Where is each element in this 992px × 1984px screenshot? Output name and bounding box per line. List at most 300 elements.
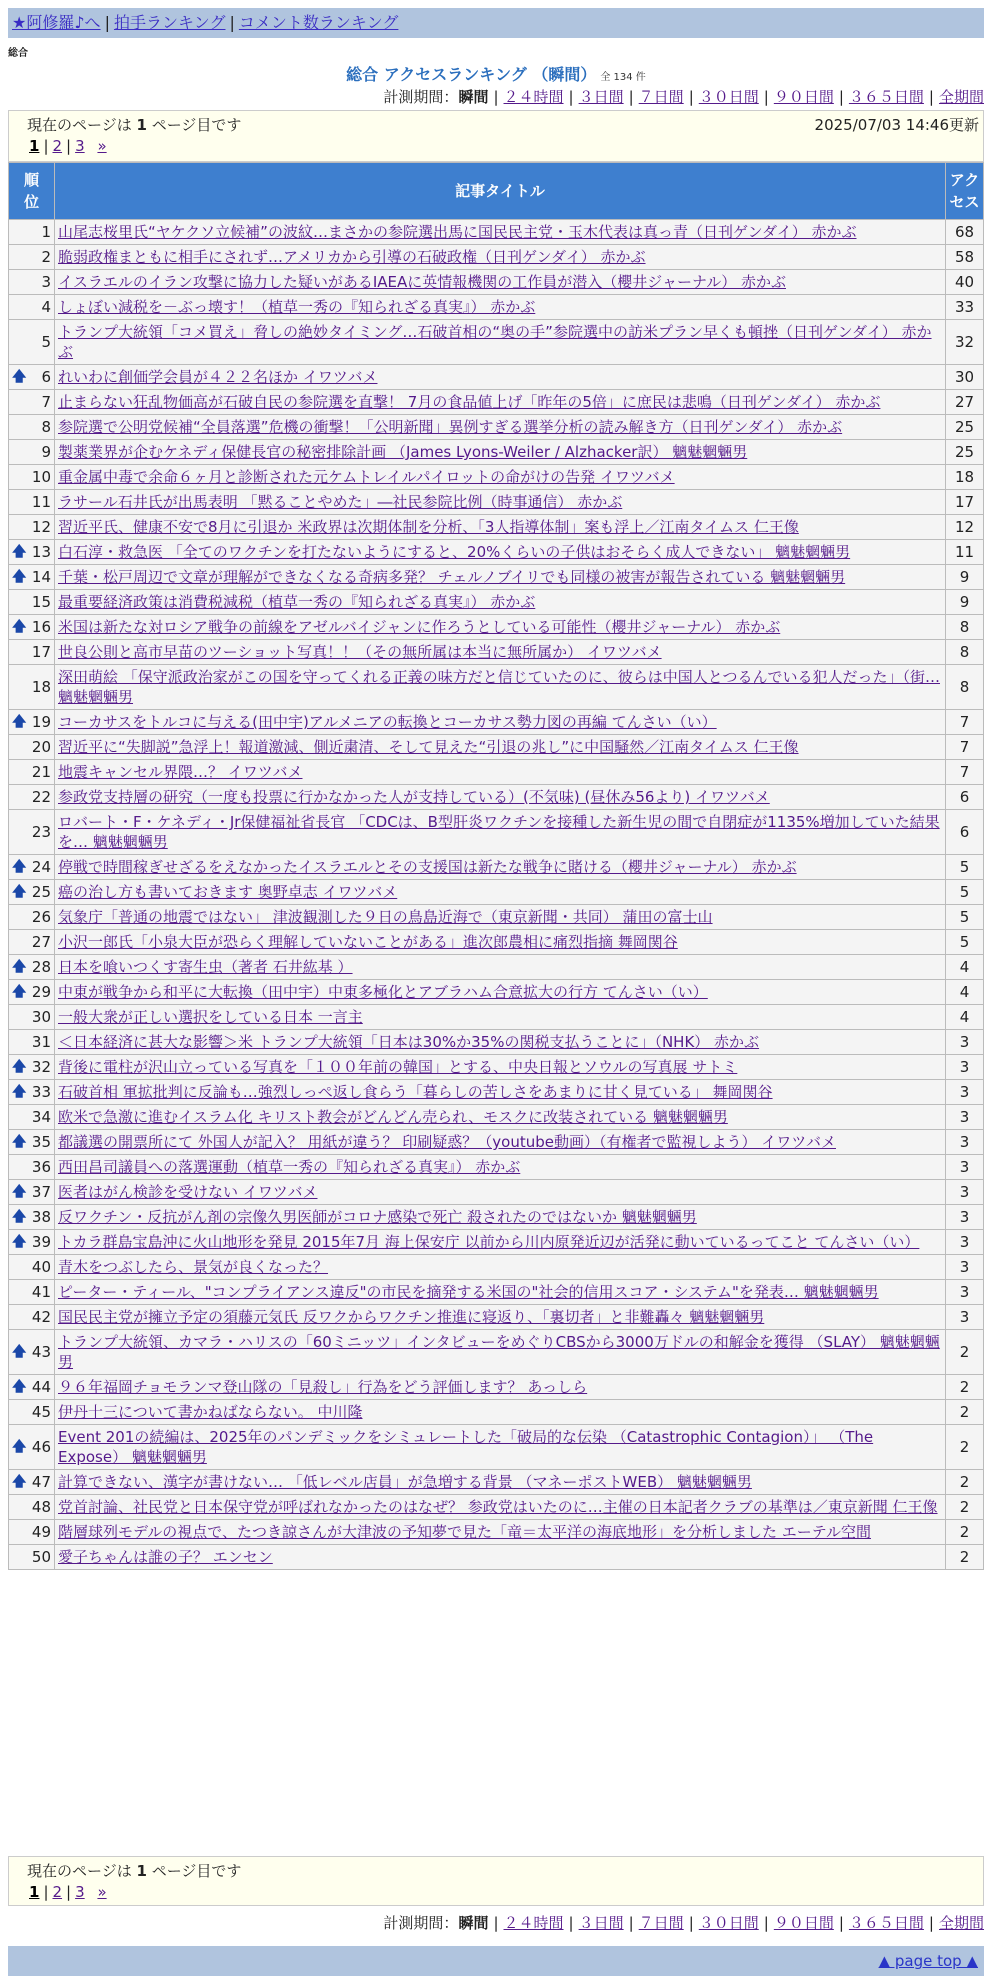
title-cell bbox=[55, 515, 946, 540]
title-cell bbox=[55, 640, 946, 665]
ranking-table bbox=[8, 162, 984, 1570]
rank-cell bbox=[9, 1330, 55, 1375]
page-link[interactable]: 3 bbox=[75, 137, 85, 155]
title-cell bbox=[55, 880, 946, 905]
access-count: 4 bbox=[946, 1005, 984, 1030]
table-header-row bbox=[9, 163, 984, 220]
up-arrow-icon: 🡅 bbox=[12, 544, 27, 560]
access-count: 30 bbox=[946, 365, 984, 390]
title-cell bbox=[55, 1230, 946, 1255]
period-option-link[interactable]: ３６５日間 bbox=[848, 88, 924, 106]
table-row bbox=[9, 220, 984, 245]
table-row bbox=[9, 1230, 984, 1255]
access-count: 6 bbox=[946, 810, 984, 855]
access-count: 3 bbox=[946, 1305, 984, 1330]
article-title-link[interactable]: 青木をつぶしたら、景気が良くなった？ bbox=[58, 1258, 329, 1276]
home-link[interactable]: ★阿修羅♪へ bbox=[12, 13, 101, 32]
access-count: 7 bbox=[946, 760, 984, 785]
article-title-link[interactable]: ＜日本経済に甚大な影響＞米 トランプ大統領「日本は30%か35%の関税支払うことに」（NHK） 赤かぶ bbox=[58, 1033, 760, 1051]
rank-number: 26 bbox=[31, 908, 51, 926]
title-cell bbox=[55, 540, 946, 565]
table-row bbox=[9, 270, 984, 295]
rank-cell bbox=[9, 905, 55, 930]
table-row bbox=[9, 490, 984, 515]
table-row bbox=[9, 1470, 984, 1495]
rank-number: 41 bbox=[31, 1283, 51, 1301]
article-title-link[interactable]: 山尾志桜里氏“ヤケクソ立候補”の波紋…まさかの参院選出馬に国民民主党・玉木代表は真っ青（日刊ゲンダイ） 赤かぶ bbox=[58, 223, 857, 241]
table-row bbox=[9, 1280, 984, 1305]
rank-number: 33 bbox=[31, 1083, 51, 1101]
article-title-link[interactable]: 深田萌絵 「保守派政治家がこの国を守ってくれる正義の味方だと信じていたのに、彼らは中国人とつるんでいる犯人だった」（街… 魑魅魍魎男 bbox=[58, 668, 940, 706]
period-label: 計測期間： bbox=[383, 1914, 459, 1932]
pager-bottom bbox=[8, 1856, 984, 1906]
up-arrow-icon: 🡅 bbox=[12, 984, 27, 1000]
article-title-link[interactable]: 製薬業界が企むケネディ保健長官の秘密排除計画 （James Lyons-Weiler / Alzhacker訳） 魑魅魍魎男 bbox=[58, 443, 748, 461]
period-option-link[interactable]: ３日間 bbox=[578, 1914, 624, 1932]
nav-separator: | bbox=[104, 13, 110, 32]
title-cell bbox=[55, 710, 946, 735]
title-cell bbox=[55, 1105, 946, 1130]
up-arrow-icon: 🡅 bbox=[12, 569, 27, 585]
article-title-link[interactable]: トランプ大統領「コメ買え」脅しの絶妙タイミング…石破首相の“奥の手”参院選中の訪米プラン早くも頓挫（日刊ゲンダイ） 赤かぶ bbox=[58, 323, 932, 361]
article-title-link[interactable]: 日本を喰いつくす寄生虫（著者 石井紘基 ） bbox=[58, 958, 353, 976]
rank-number: 50 bbox=[31, 1548, 51, 1566]
access-count: 25 bbox=[946, 415, 984, 440]
up-arrow-icon: 🡅 bbox=[12, 1084, 27, 1100]
rank-cell bbox=[9, 710, 55, 735]
period-label: 計測期間： bbox=[383, 88, 459, 106]
nav-separator: | bbox=[229, 13, 235, 32]
table-row bbox=[9, 615, 984, 640]
comment-ranking-link[interactable]: コメント数ランキング bbox=[238, 13, 399, 32]
period-separator: | bbox=[763, 1914, 769, 1932]
page-title bbox=[0, 62, 992, 85]
access-count: 2 bbox=[946, 1470, 984, 1495]
period-option-link[interactable]: ３日間 bbox=[578, 88, 624, 106]
table-row bbox=[9, 540, 984, 565]
article-title-link[interactable]: 癌の治し方も書いておきます 奥野卓志 イワツバメ bbox=[58, 883, 398, 901]
title-cell bbox=[55, 440, 946, 465]
title-cell bbox=[55, 735, 946, 760]
page-links bbox=[29, 1883, 107, 1901]
page-link[interactable]: 2 bbox=[52, 137, 63, 155]
article-title-link[interactable]: コーカサスをトルコに与える(田中宇)アルメニアの転換とコーカサス勢力図の再編 てんさい（い） bbox=[58, 713, 717, 731]
title-cell bbox=[55, 245, 946, 270]
title-cell bbox=[55, 1080, 946, 1105]
rank-cell bbox=[9, 1055, 55, 1080]
table-row bbox=[9, 710, 984, 735]
rank-cell bbox=[9, 515, 55, 540]
title-cell bbox=[55, 785, 946, 810]
rank-number: 31 bbox=[31, 1033, 51, 1051]
period-option-link[interactable]: ２４時間 bbox=[503, 1914, 564, 1932]
access-count: 40 bbox=[946, 270, 984, 295]
table-row bbox=[9, 1305, 984, 1330]
period-option-link[interactable]: 全期間 bbox=[938, 1914, 984, 1932]
article-title-link[interactable]: 欧米で急激に進むイスラム化 キリスト教会がどんどん売られ、モスクに改装されている 魑魅魍魎男 bbox=[58, 1108, 728, 1126]
up-arrow-icon: 🡅 bbox=[12, 1209, 27, 1225]
rank-cell bbox=[9, 735, 55, 760]
period-separator: | bbox=[838, 1914, 844, 1932]
rank-cell bbox=[9, 540, 55, 565]
title-cell bbox=[55, 220, 946, 245]
rank-cell bbox=[9, 930, 55, 955]
access-count: 5 bbox=[946, 880, 984, 905]
rank-cell bbox=[9, 760, 55, 785]
rank-number: 16 bbox=[31, 618, 51, 636]
rank-number: 39 bbox=[31, 1233, 51, 1251]
rank-number: 49 bbox=[31, 1523, 51, 1541]
access-count: 6 bbox=[946, 785, 984, 810]
access-count: 68 bbox=[946, 220, 984, 245]
article-title-link[interactable]: 党首討論、社民党と日本保守党が呼ばれなかったのはなぜ？ 参政党はいたのに…主催の日本記者クラブの基準は／東京新聞 仁王像 bbox=[58, 1498, 938, 1516]
title-cell bbox=[55, 810, 946, 855]
rank-cell bbox=[9, 785, 55, 810]
next-page-link[interactable]: » bbox=[97, 137, 107, 155]
rank-number: 44 bbox=[31, 1378, 51, 1396]
access-count: 2 bbox=[946, 1545, 984, 1570]
title-cell bbox=[55, 565, 946, 590]
rank-cell bbox=[9, 365, 55, 390]
table-row bbox=[9, 1180, 984, 1205]
article-title-link[interactable]: 小沢一郎氏「小泉大臣が恐らく理解していないことがある」進次郎農相に痛烈指摘 舞岡関谷 bbox=[58, 933, 678, 951]
title-cell bbox=[55, 1055, 946, 1080]
rank-cell bbox=[9, 880, 55, 905]
rank-cell bbox=[9, 1130, 55, 1155]
access-count: 5 bbox=[946, 855, 984, 880]
rank-number: 6 bbox=[41, 368, 51, 386]
rank-cell bbox=[9, 615, 55, 640]
title-cell bbox=[55, 270, 946, 295]
article-title-link[interactable]: 白石淳・救急医 「全てのワクチンを打たないようにすると、20%くらいの子供はおそらく成人できない」 魑魅魍魎男 bbox=[58, 543, 851, 561]
access-count: 32 bbox=[946, 320, 984, 365]
title-cell bbox=[55, 855, 946, 880]
table-row bbox=[9, 880, 984, 905]
article-title-link[interactable]: イスラエルのイラン攻撃に協力した疑いがあるIAEAに英情報機関の工作員が潜入（櫻井ジャーナル） 赤かぶ bbox=[58, 273, 786, 291]
title-cell bbox=[55, 295, 946, 320]
rank-cell bbox=[9, 980, 55, 1005]
page-spacer bbox=[89, 1883, 94, 1901]
rank-cell bbox=[9, 955, 55, 980]
table-row bbox=[9, 1130, 984, 1155]
article-title-link[interactable]: 止まらない狂乱物価高が石破自民の参院選を直撃！ 7月の食品値上げ「昨年の5倍」に庶民は悲鳴（日刊ゲンダイ） 赤かぶ bbox=[58, 393, 881, 411]
access-count: 7 bbox=[946, 735, 984, 760]
period-current: 瞬間 bbox=[458, 88, 489, 106]
page-separator: | bbox=[43, 1883, 49, 1901]
access-count: 25 bbox=[946, 440, 984, 465]
table-row bbox=[9, 440, 984, 465]
rank-number: 42 bbox=[31, 1308, 51, 1326]
table-row bbox=[9, 465, 984, 490]
up-arrow-icon: 🡅 bbox=[12, 1344, 27, 1360]
rank-cell bbox=[9, 440, 55, 465]
period-separator: | bbox=[628, 88, 634, 106]
title-cell bbox=[55, 615, 946, 640]
rank-number: 19 bbox=[31, 713, 51, 731]
rank-cell bbox=[9, 640, 55, 665]
rank-number: 10 bbox=[31, 468, 51, 486]
table-row bbox=[9, 1080, 984, 1105]
table-row bbox=[9, 1030, 984, 1055]
article-title-link[interactable]: 参院選で公明党候補“全員落選”危機の衝撃！「公明新聞」異例すぎる選挙分析の読み解き方（日刊ゲンダイ） 赤かぶ bbox=[58, 418, 843, 436]
table-row bbox=[9, 760, 984, 785]
rank-cell bbox=[9, 245, 55, 270]
table-row bbox=[9, 810, 984, 855]
period-option-link[interactable]: ９０日間 bbox=[773, 88, 834, 106]
title-cell bbox=[55, 365, 946, 390]
page-title-text: 総合 アクセスランキング （瞬間） bbox=[346, 65, 597, 84]
access-count: 8 bbox=[946, 615, 984, 640]
period-separator: | bbox=[568, 88, 574, 106]
rank-number: 4 bbox=[41, 298, 51, 316]
rank-number: 17 bbox=[31, 643, 51, 661]
title-cell bbox=[55, 1545, 946, 1570]
rank-number: 23 bbox=[31, 823, 51, 841]
applause-ranking-link[interactable]: 拍手ランキング bbox=[113, 13, 226, 32]
access-count: 3 bbox=[946, 1105, 984, 1130]
rank-cell bbox=[9, 1155, 55, 1180]
title-cell bbox=[55, 1005, 946, 1030]
table-row bbox=[9, 1055, 984, 1080]
article-title-link[interactable]: 習近平に“失脚説”急浮上！報道激減、側近粛清、そして見えた“引退の兆し”に中国騒然／江南タイムス 仁王像 bbox=[58, 738, 799, 756]
current-page-number: 1 bbox=[29, 137, 40, 155]
article-title-link[interactable]: 習近平氏、健康不安で8月に引退か 米政界は次期体制を分析、「3人指導体制」案も浮上／江南タイムス 仁王像 bbox=[58, 518, 799, 536]
rank-number: 12 bbox=[31, 518, 51, 536]
current-page-text: 現在のページは 1 ページ目です bbox=[27, 116, 242, 134]
period-separator: | bbox=[838, 88, 844, 106]
rank-cell bbox=[9, 320, 55, 365]
article-title-link[interactable]: Event 201の続編は、2025年のパンデミックをシミュレートした「破局的な伝染 （Catastrophic Contagion）」 （The Expose） 魑魅魍魎男 bbox=[58, 1428, 874, 1466]
access-count: 17 bbox=[946, 490, 984, 515]
table-row bbox=[9, 980, 984, 1005]
rank-cell bbox=[9, 1105, 55, 1130]
article-title-link[interactable]: 計算できない、漢字が書けない… 「低レベル店員」が急増する背景 （マネーポストWEB） 魑魅魍魎男 bbox=[58, 1473, 752, 1491]
rank-number: 14 bbox=[31, 568, 51, 586]
rank-cell bbox=[9, 1375, 55, 1400]
rank-number: 21 bbox=[31, 763, 51, 781]
access-count: 9 bbox=[946, 565, 984, 590]
article-title-link[interactable]: ピーター・ティール、"コンプライアンス違反"の市民を摘発する米国の"社会的信用スコア・システム"を発表… 魑魅魍魎男 bbox=[58, 1283, 879, 1301]
up-arrow-icon: 🡅 bbox=[12, 1379, 27, 1395]
rank-number: 28 bbox=[31, 958, 51, 976]
article-title-link[interactable]: 米国は新たな対ロシア戦争の前線をアゼルバイジャンに作ろうとしている可能性（櫻井ジャーナル） 赤かぶ bbox=[58, 618, 781, 636]
title-cell bbox=[55, 1280, 946, 1305]
period-separator: | bbox=[688, 1914, 694, 1932]
article-title-link[interactable]: 重金属中毒で余命６ヶ月と診断された元ケムトレイルパイロットの命がけの告発 イワツバメ bbox=[58, 468, 675, 486]
table-row bbox=[9, 1545, 984, 1570]
period-option-link[interactable]: ２４時間 bbox=[503, 88, 564, 106]
table-row bbox=[9, 1330, 984, 1375]
current-page-text: 現在のページは 1 ページ目です bbox=[27, 1862, 242, 1880]
article-title-link[interactable]: 階層球列モデルの視点で、たつき諒さんが大津波の予知夢で見た「竜＝太平洋の海底地形」を分析しました エーテル空間 bbox=[58, 1523, 871, 1541]
article-title-link[interactable]: 一般大衆が正しい選択をしている日本 一言主 bbox=[58, 1008, 363, 1026]
access-count: 12 bbox=[946, 515, 984, 540]
up-arrow-icon: 🡅 bbox=[12, 959, 27, 975]
article-title-link[interactable]: 伊丹十三について書かねばならない。 中川隆 bbox=[58, 1403, 363, 1421]
rank-number: 35 bbox=[31, 1133, 51, 1151]
title-cell bbox=[55, 390, 946, 415]
top-nav-bar bbox=[8, 8, 984, 38]
title-cell bbox=[55, 415, 946, 440]
article-title-link[interactable]: 中東が戦争から和平に大転換（田中宇）中東多極化とアブラハム合意拡大の行方 てんさい（い） bbox=[58, 983, 708, 1001]
article-title-link[interactable]: 千葉・松戸周辺で文章が理解ができなくなる奇病多発？ チェルノブイリでも同様の被害が報告されている 魑魅魍魎男 bbox=[58, 568, 846, 586]
access-count: 33 bbox=[946, 295, 984, 320]
rank-number: 29 bbox=[31, 983, 51, 1001]
rank-cell bbox=[9, 220, 55, 245]
table-row bbox=[9, 1255, 984, 1280]
rank-cell bbox=[9, 490, 55, 515]
table-row bbox=[9, 1520, 984, 1545]
up-arrow-icon: 🡅 bbox=[12, 1439, 27, 1455]
access-count: 3 bbox=[946, 1180, 984, 1205]
rank-cell bbox=[9, 1470, 55, 1495]
period-option-link[interactable]: ３０日間 bbox=[698, 1914, 759, 1932]
article-title-link[interactable]: 石破首相 軍拡批判に反論も…強烈しっぺ返し食らう「暮らしの苦しさをあまりに甘く見ている」 舞岡関谷 bbox=[58, 1083, 773, 1101]
table-row bbox=[9, 390, 984, 415]
article-title-link[interactable]: 気象庁「普通の地震ではない」 津波観測した９日の鳥島近海で（東京新聞・共同） 蒲田の富士山 bbox=[58, 908, 713, 926]
rank-number: 36 bbox=[31, 1158, 51, 1176]
rank-number: 2 bbox=[41, 248, 51, 266]
title-cell bbox=[55, 930, 946, 955]
period-separator: | bbox=[928, 88, 934, 106]
table-row bbox=[9, 1155, 984, 1180]
page-link[interactable]: 2 bbox=[52, 1883, 63, 1901]
access-count: 2 bbox=[946, 1330, 984, 1375]
rank-number: 24 bbox=[31, 858, 51, 876]
rank-cell bbox=[9, 1400, 55, 1425]
up-arrow-icon: 🡅 bbox=[12, 859, 27, 875]
up-arrow-icon: 🡅 bbox=[12, 369, 27, 385]
access-count: 27 bbox=[946, 390, 984, 415]
access-count: 3 bbox=[946, 1280, 984, 1305]
page-link[interactable]: 3 bbox=[75, 1883, 85, 1901]
article-title-link[interactable]: 世良公則と高市早苗のツーショット写真！！（その無所属は本当に無所属か） イワツバメ bbox=[58, 643, 662, 661]
period-option-link[interactable]: ７日間 bbox=[638, 88, 684, 106]
title-cell bbox=[55, 1375, 946, 1400]
rank-cell bbox=[9, 1520, 55, 1545]
rank-cell bbox=[9, 665, 55, 710]
rank-number: 5 bbox=[41, 333, 51, 351]
rank-cell bbox=[9, 1080, 55, 1105]
access-count: 3 bbox=[946, 1255, 984, 1280]
article-title-link[interactable]: 国民民主党が擁立予定の須藤元気氏 反ワクからワクチン推進に寝返り、「裏切者」と非難轟々 魑魅魍魎男 bbox=[58, 1308, 765, 1326]
access-count: 3 bbox=[946, 1205, 984, 1230]
title-cell bbox=[55, 1400, 946, 1425]
page-separator: | bbox=[43, 137, 49, 155]
article-title-link[interactable]: ロバート・F・ケネディ・Jr保健福祉省長官 「CDCは、B型肝炎ワクチンを接種した新生児の間で自閉症が1135%増加していた結果を… 魑魅魍魎男 bbox=[58, 813, 940, 851]
title-cell bbox=[55, 980, 946, 1005]
table-row bbox=[9, 665, 984, 710]
article-title-link[interactable]: しょぼい減税を－ぶっ壊す！（植草一秀の『知られざる真実』） 赤かぶ bbox=[58, 298, 536, 316]
rank-number: 47 bbox=[31, 1473, 51, 1491]
access-count: 2 bbox=[946, 1520, 984, 1545]
next-page-link[interactable]: » bbox=[97, 1883, 107, 1901]
rank-cell bbox=[9, 1280, 55, 1305]
article-title-link[interactable]: 最重要経済政策は消費税減税（植草一秀の『知られざる真実』） 赤かぶ bbox=[58, 593, 536, 611]
page-top-link[interactable]: ▲ page top ▲ bbox=[878, 1952, 978, 1970]
period-option-link[interactable]: ７日間 bbox=[638, 1914, 684, 1932]
rank-cell bbox=[9, 1255, 55, 1280]
period-separator: | bbox=[568, 1914, 574, 1932]
rank-cell bbox=[9, 1205, 55, 1230]
rank-cell bbox=[9, 415, 55, 440]
access-count: 2 bbox=[946, 1495, 984, 1520]
rank-cell bbox=[9, 1495, 55, 1520]
access-count: 2 bbox=[946, 1400, 984, 1425]
rank-number: 22 bbox=[31, 788, 51, 806]
rank-cell bbox=[9, 1005, 55, 1030]
title-cell bbox=[55, 1155, 946, 1180]
table-row bbox=[9, 1400, 984, 1425]
table-row bbox=[9, 415, 984, 440]
section-label: 総合 bbox=[8, 48, 28, 59]
title-cell bbox=[55, 1495, 946, 1520]
rank-cell bbox=[9, 855, 55, 880]
article-title-link[interactable]: 反ワクチン・反抗がん剤の宗像久男医師がコロナ感染で死亡 殺されたのではないか 魑魅魍魎男 bbox=[58, 1208, 697, 1226]
up-arrow-icon: 🡅 bbox=[12, 1234, 27, 1250]
rank-number: 1 bbox=[41, 223, 51, 241]
access-count: 5 bbox=[946, 930, 984, 955]
article-title-link[interactable]: 西田昌司議員への落選運動（植草一秀の『知られざる真実』） 赤かぶ bbox=[58, 1158, 521, 1176]
up-arrow-icon: 🡅 bbox=[12, 714, 27, 730]
rank-number: 38 bbox=[31, 1208, 51, 1226]
period-option-link[interactable]: 全期間 bbox=[938, 88, 984, 106]
period-separator: | bbox=[493, 1914, 499, 1932]
rank-cell bbox=[9, 1230, 55, 1255]
access-column-header: アク セス bbox=[946, 163, 984, 220]
up-arrow-icon: 🡅 bbox=[12, 619, 27, 635]
access-count: 58 bbox=[946, 245, 984, 270]
article-title-link[interactable]: ラサール石井氏が出馬表明 「黙ることやめた」―社民参院比例（時事通信） 赤かぶ bbox=[58, 493, 623, 511]
article-title-link[interactable]: トカラ群島宝島沖に火山地形を発見 2015年7月 海上保安庁 以前から川内原発近辺が活発に動いているってこと てんさい（い） bbox=[58, 1233, 920, 1251]
rank-number: 8 bbox=[41, 418, 51, 436]
article-title-link[interactable]: ９６年福岡チョモランマ登山隊の「見殺し」行為をどう評価します？ あっしら bbox=[58, 1378, 588, 1396]
table-row bbox=[9, 365, 984, 390]
table-row bbox=[9, 1375, 984, 1400]
article-title-link[interactable]: 医者はがん検診を受けない イワツバメ bbox=[58, 1183, 318, 1201]
rank-number: 7 bbox=[41, 393, 51, 411]
article-title-link[interactable]: 背後に電柱が沢山立っている写真を「１００年前の韓国」とする、中央日報とソウルの写真展 サトミ bbox=[58, 1058, 738, 1076]
table-row bbox=[9, 955, 984, 980]
article-title-link[interactable]: 脆弱政権まともに相手にされず…アメリカから引導の石破政権（日刊ゲンダイ） 赤かぶ bbox=[58, 248, 646, 266]
access-count: 8 bbox=[946, 640, 984, 665]
article-title-link[interactable]: 愛子ちゃんは誰の子？ エンセン bbox=[58, 1548, 273, 1566]
article-title-link[interactable]: 都議選の開票所にて 外国人が記入？ 用紙が違う？ 印刷疑惑？（youtube動画）（有権者で監視しよう） イワツバメ bbox=[58, 1133, 836, 1151]
page-spacer bbox=[89, 137, 94, 155]
table-row bbox=[9, 1425, 984, 1470]
rank-number: 3 bbox=[41, 273, 51, 291]
article-title-link[interactable]: トランプ大統領、カマラ・ハリスの「60ミニッツ」インタビューをめぐりCBSから3000万ドルの和解金を獲得 （SLAY） 魑魅魍魎男 bbox=[58, 1333, 940, 1371]
article-title-link[interactable]: 参政党支持層の研究（一度も投票に行かなかった人が支持している）(不気味) (昼休み56より) イワツバメ bbox=[58, 788, 770, 806]
article-title-link[interactable]: 地震キャンセル界隈…？ イワツバメ bbox=[58, 763, 303, 781]
up-arrow-icon: 🡅 bbox=[12, 884, 27, 900]
article-title-link[interactable]: 停戦で時間稼ぎせざるをえなかったイスラエルとその支援国は新たな戦争に賭ける（櫻井ジャーナル） 赤かぶ bbox=[58, 858, 797, 876]
table-row bbox=[9, 1105, 984, 1130]
title-cell bbox=[55, 1255, 946, 1280]
title-cell bbox=[55, 1130, 946, 1155]
period-option-link[interactable]: ３６５日間 bbox=[848, 1914, 924, 1932]
period-option-link[interactable]: ３０日間 bbox=[698, 88, 759, 106]
rank-number: 13 bbox=[31, 543, 51, 561]
article-title-link[interactable]: れいわに創価学会員が４２２名ほか イワツバメ bbox=[58, 368, 378, 386]
rank-cell bbox=[9, 390, 55, 415]
access-count: 3 bbox=[946, 1155, 984, 1180]
title-cell bbox=[55, 1470, 946, 1495]
rank-number: 40 bbox=[31, 1258, 51, 1276]
period-option-link[interactable]: ９０日間 bbox=[773, 1914, 834, 1932]
access-count: 3 bbox=[946, 1080, 984, 1105]
title-cell bbox=[55, 1330, 946, 1375]
